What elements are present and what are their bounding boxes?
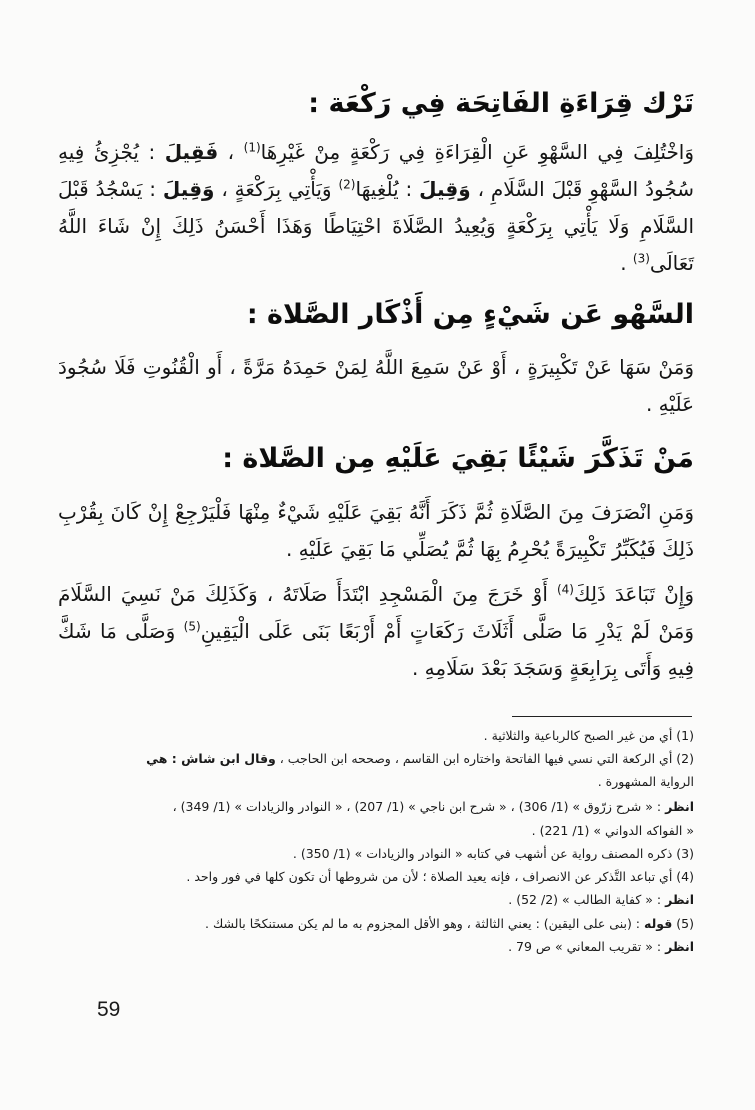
section-heading-skipping-fatiha: تَرْك قِرَاءَةِ الفَاتِحَة فِي رَكْعَة :	[308, 88, 694, 119]
paragraph-leaving-prayer: وَمَنِ انْصَرَفَ مِنَ الصَّلَاةِ ثُمَّ ذَكَرَ أَنَّهُ بَقِيَ عَلَيْهِ شَيْءٌ مِنْهَا فَلْيَرْجِعْ إِنْ كَانَ بِقُرْبِ ذَلِكَ فَيُكَبِّرُ تَكْبِيرَةً يُحْرِمُ بِهَا ثُمَّ يُصَلِّي مَا بَقِيَ عَلَيْهِ .	[58, 500, 694, 561]
page-number: 59	[97, 998, 121, 1021]
paragraph-forgetting-takbir: وَمَنْ سَهَا عَنْ تَكْبِيرَةٍ ، أَوْ عَنْ سَمِعَ اللَّهُ لِمَنْ حَمِدَهُ مَرَّةً ، أَو الْقُنُوتِ فَلَا سُجُودَ عَلَيْهِ .	[58, 355, 694, 416]
paragraph-reading-omission: وَاخْتُلِفَ فِي السَّهْوِ عَنِ الْقِرَاءَةِ فِي رَكْعَةٍ مِنْ غَيْرِهَا$^{(1)}$ ، فَقِيلَ : يُجْزِئُ فِيهِ سُجُودُ السَّهْوِ قَبْلَ السَّلَامِ ، وَقِيلَ : يُلْغِيهَا$^{(2)}$ وَيَأْتِي بِرَكْعَةٍ ، وَقِيلَ : يَسْجُدُ قَبْلَ السَّلَامِ وَلَا يَأْتِي بِرَكْعَةٍ وَيُعِيدُ الصَّلَاةَ احْتِيَاطًا وَهَذَا أَحْسَنُ ذَلِكَ إِنْ شَاءَ اللَّهُ تَعَالَى$^{(3)}$ .	[58, 140, 695, 275]
footnote-4: (4) أي تباعد التَّذكر عن الانصراف ، فإنه يعيد الصلاة ؛ لأن من شروطها أن تكون كلها في فور واحد .	[186, 869, 694, 884]
footnote-ref-3[interactable]: (3)	[632, 251, 650, 266]
footnote-divider	[512, 716, 692, 717]
footnote-5: (5) قوله : (بنى على اليقين) : يعني الثالثة ، وهو الأقل المجزوم به ما لم يكن مستنكحًا بالشك .	[205, 916, 694, 931]
footnote-5-sources: انظر : « تقريب المعاني » ص 79 .	[508, 939, 694, 954]
footnote-ref-2[interactable]: (2)	[338, 177, 356, 192]
footnote-4-sources: انظر : « كفاية الطالب » (2/ 52) .	[508, 892, 694, 907]
footnote-2-continued: الرواية المشهورة .	[597, 774, 694, 789]
footnote-1: (1) أي من غير الصبح كالرباعية والثلاثية .	[483, 728, 694, 743]
footnote-2-sources-continued: « الفواكه الدواني » (1/ 221) .	[531, 823, 694, 838]
section-heading-remembering-remainder: مَنْ تَذَكَّرَ شَيْئًا بَقِيَ عَلَيْهِ مِن الصَّلاة :	[222, 443, 694, 474]
footnote-ref-4[interactable]: (4)	[556, 582, 574, 597]
footnote-ref-5[interactable]: (5)	[183, 619, 201, 634]
footnote-2-sources: انظر : « شرح زرّوق » (1/ 306) ، « شرح ابن ناجي » (1/ 207) ، « النوادر والزيادات » (1/ 349) ،	[172, 799, 694, 814]
paragraph-long-interval: وَإِنْ تَبَاعَدَ ذَلِكَ$^{(4)}$ أَوْ خَرَجَ مِنَ الْمَسْجِدِ ابْتَدَأَ صَلَاتَهُ ، وَكَذَلِكَ مَنْ نَسِيَ السَّلَامَ وَمَنْ لَمْ يَدْرِ مَا صَلَّى أَثَلَاثَ رَكَعَاتٍ أَمْ أَرْبَعًا بَنَى عَلَى الْيَقِينِ$^{(5)}$ وَصَلَّى مَا شَكَّ فِيهِ وَأَتَى بِرَابِعَةٍ وَسَجَدَ بَعْدَ سَلَامِهِ .	[58, 582, 694, 680]
footnote-ref-1[interactable]: (1)	[243, 140, 261, 155]
footnote-2: (2) أي الركعة التي نسي فيها الفاتحة واختاره ابن القاسم ، وصححه ابن الحاجب ، وقال ابن شاش : هي	[146, 751, 694, 766]
footnote-3: (3) ذكره المصنف رواية عن أشهب في كتابه « النوادر والزيادات » (1/ 350) .	[292, 846, 694, 861]
section-heading-forgetting-dhikr: السَّهْو عَن شَيْءٍ مِن أَذْكَار الصَّلاة :	[246, 299, 694, 330]
